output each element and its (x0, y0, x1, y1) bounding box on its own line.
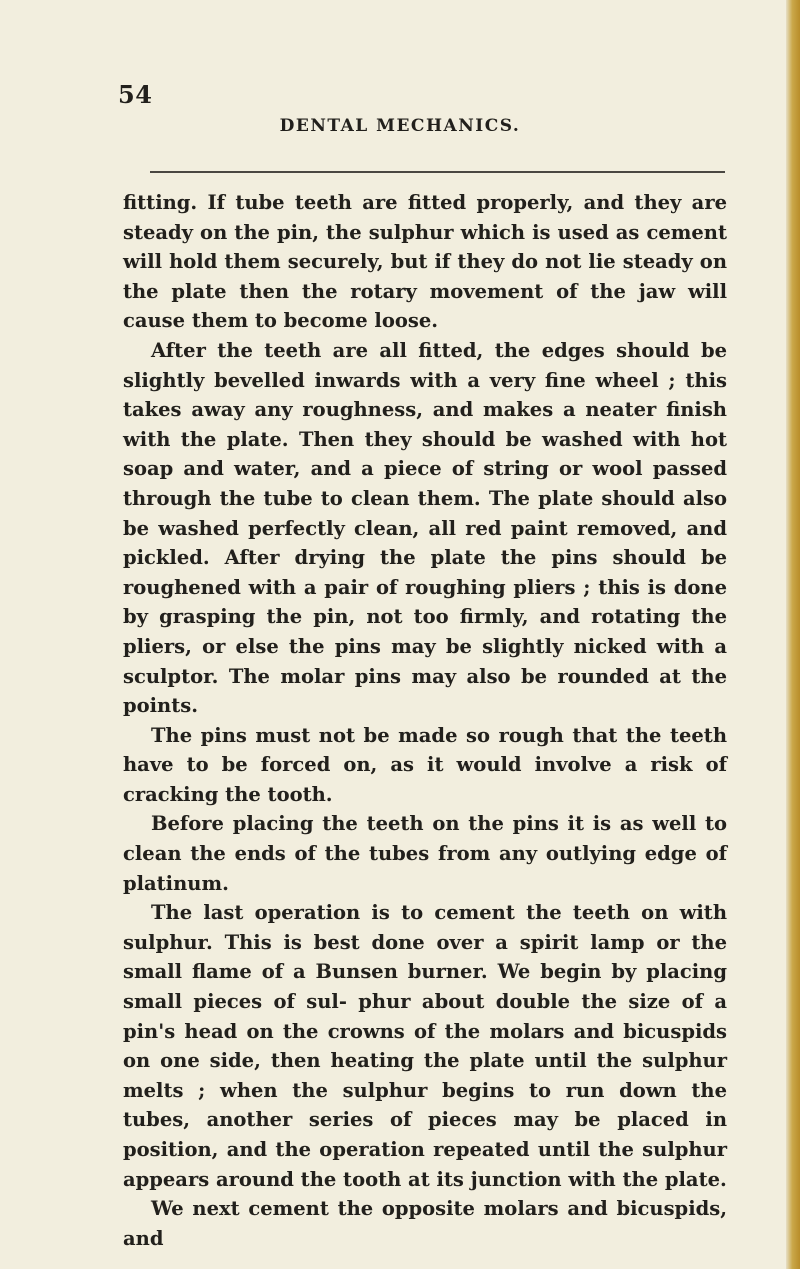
page-number: 54 (118, 80, 153, 109)
body-text (123, 188, 727, 1253)
running-head: DENTAL MECHANICS. (279, 116, 521, 136)
paragraph: We next cement the opposite molars and bicuspids, and (123, 1197, 727, 1250)
paragraph: After the teeth are all fitted, the edges should be slightly bevelled inwards with a very fine wheel ; this takes away any roughness, and makes a neater finish with the plate. Then they should be washed with hot soap and water, and a piece of string or wool passed through the tube to clean them. The plate should also be washed perfectly clean, all red paint removed, and pickled. After drying the plate the pins should be roughened with a pair of roughing pliers ; this is done by grasping the pin, not too firmly, and rotating the pliers, or else the pins may be slightly nicked with a sculptor. The molar pins may also be rounded at the points. (123, 338, 727, 718)
paragraph: The last operation is to cement the teeth on with sulphur. This is best done over a spirit lamp or the small flame of a Bunsen burner. We begin by placing small pieces of sul- phur about double the size of a pin's head on the crowns of the molars and bicuspids on one side, then heating the plate until the sulphur melts ; when the sulphur begins to run down the tubes, another series of pieces may be placed in position, and the operation repeated until the sulphur appears around the tooth at its junction with the plate. (123, 901, 727, 1191)
paragraph: Before placing the teeth on the pins it is as well to clean the ends of the tubes from any outlying edge of platinum. (123, 812, 727, 895)
header-rule (150, 171, 725, 173)
page-edge (786, 0, 800, 1269)
paragraph: fitting. If tube teeth are fitted properly, and they are steady on the pin, the sulphur which is used as cement will hold them securely, but if they do not lie steady on the plate then the rotary movement of the jaw will cause them to become loose. (123, 191, 727, 333)
paragraph: The pins must not be made so rough that the teeth have to be forced on, as it would involve a risk of cracking the tooth. (123, 723, 727, 806)
